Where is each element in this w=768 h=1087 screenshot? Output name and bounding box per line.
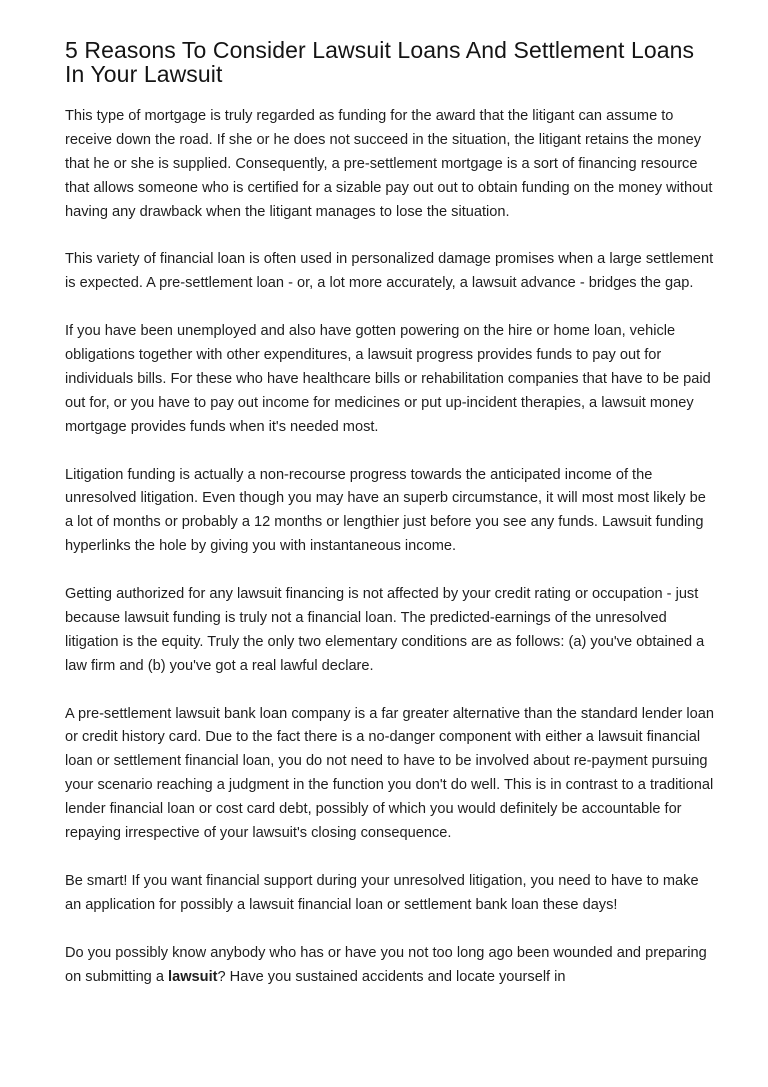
document-title: 5 Reasons To Consider Lawsuit Loans And Settlement Loans In Your Lawsuit bbox=[65, 37, 695, 87]
document-page bbox=[65, 38, 715, 1013]
paragraph: This type of mortgage is truly regarded as funding for the award that the litigant can assume to receive down the road. If she or he does not succeed in the situation, the litigant retains the money that he or she is supplied. Consequently, a pre-settlement mortgage is a sort of financing resource that allows someone who is certified for a sizable pay out out to obtain funding on the money without having any drawback when the litigant manages to lose the situation. bbox=[65, 108, 713, 220]
paragraph: Litigation funding is actually a non-recourse progress towards the anticipated income of the unresolved litigation. Even though you may have an superb circumstance, it will most most likely be a lot of months or probably a 12 months or lengthier just before you see any funds. Lawsuit funding hyperlinks the hole by giving you with instantaneous income. bbox=[65, 466, 706, 555]
paragraph: Be smart! If you want financial support during your unresolved litigation, you need to have to make an application for possibly a lawsuit financial loan or settlement bank loan these days! bbox=[65, 872, 699, 913]
paragraph: A pre-settlement lawsuit bank loan company is a far greater alternative than the standard lender loan or credit history card. Due to the fact there is a no-danger component with either a lawsuit financial loan or settlement financial loan, you do not need to have to be involved about re-payment pursuing your scenario reaching a judgment in the function you don't do well. This is in contrast to a traditional lender financial loan or cost card debt, possibly of which you would definitely be accountable for repaying irrespective of your lawsuit's closing consequence. bbox=[65, 705, 714, 842]
paragraph-last bbox=[65, 942, 715, 990]
paragraph-text: ? Have you sustained accidents and locate yourself in bbox=[217, 968, 566, 985]
paragraph: Getting authorized for any lawsuit financing is not affected by your credit rating or occupation - just because lawsuit funding is truly not a financial loan. The predicted-earnings of the unresolved litigation is the equity. Truly the only two elementary conditions are as follows: (a) you've obtained a law firm and (b) you've got a real lawful declare. bbox=[65, 586, 705, 674]
keyword-lawsuit: lawsuit bbox=[168, 968, 218, 985]
paragraph: This variety of financial loan is often used in personalized damage promises when a large settlement is expected. A pre-settlement loan - or, a lot more accurately, a lawsuit advance - bridges the gap. bbox=[65, 251, 714, 292]
paragraph: If you have been unemployed and also have gotten powering on the hire or home loan, vehicle obligations together with other expenditures, a lawsuit progress provides funds to pay out for individuals bills. For these who have healthcare bills or rehabilitation companies that have to be paid out for, or you have to pay out income for medicines or put up-incident therapies, a lawsuit money mortgage provides funds when it's needed most. bbox=[65, 323, 711, 435]
paragraph-text: Do you possibly know anybody who has or have you not too long ago been wounded and preparing on submitting a bbox=[65, 944, 707, 985]
